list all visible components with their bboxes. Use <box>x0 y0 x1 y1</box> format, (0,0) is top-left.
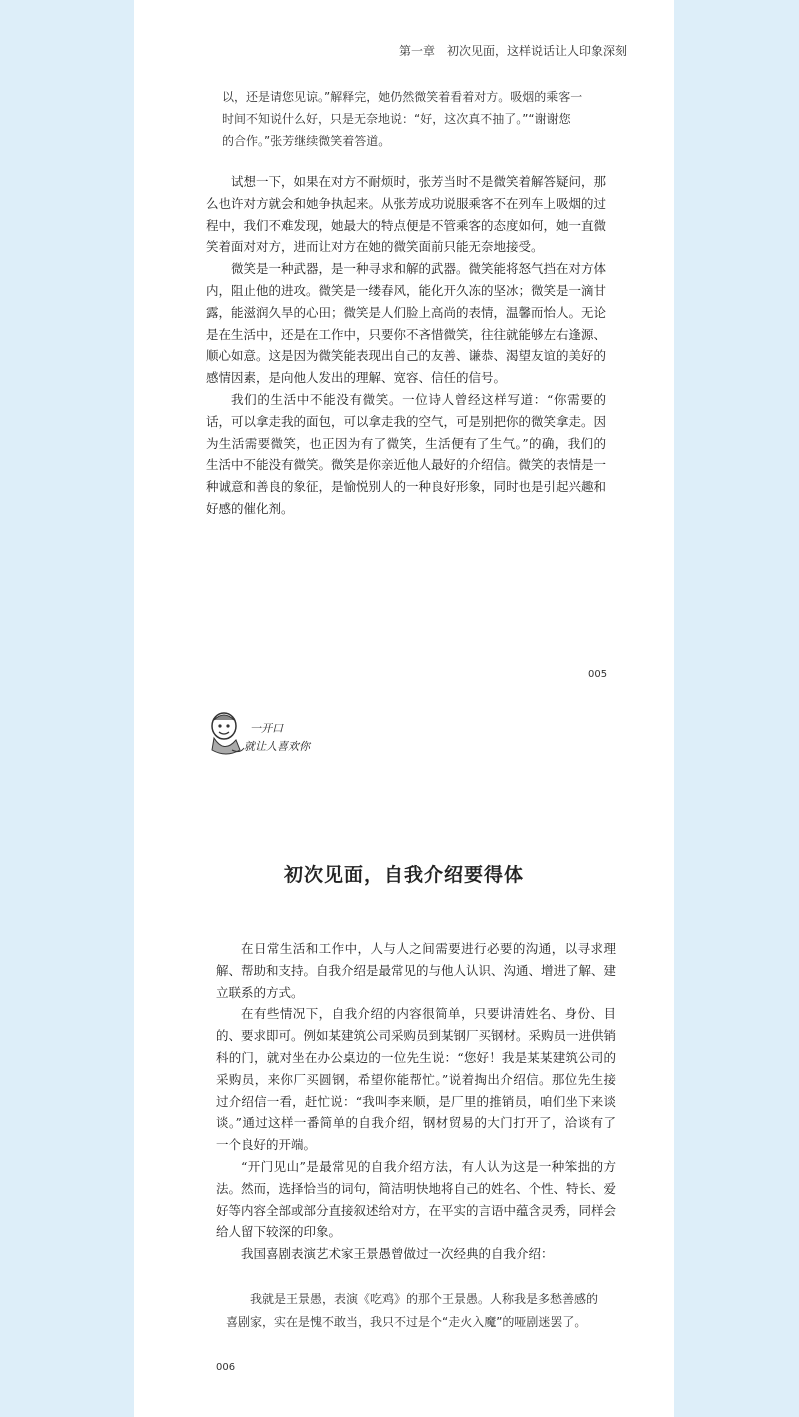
quote-line: 的合作。”张芳继续微笑着答道。 <box>222 134 391 148</box>
paragraph: 试想一下，如果在对方不耐烦时，张芳当时不是微笑着解答疑问，那么也许对方就会和她争执起来。从张芳成功说服乘客不在列车上吸烟的过程中，我们不难发现，她最大的特点便是不管乘客的态度如何，她一直微笑着面对对方，进而让对方在她的微笑面前只能无奈地接受。 <box>206 174 607 255</box>
quote-line: 我就是王景愚，表演《吃鸡》的那个王景愚。人称我是多愁善感的 <box>226 1292 599 1306</box>
book-page <box>134 0 674 1417</box>
section-title: 初次见面，自我介绍要得体 <box>283 864 524 886</box>
quote-bottom <box>226 1288 616 1334</box>
body-text-1 <box>206 171 606 520</box>
mascot-icon <box>206 710 246 756</box>
logo-line-2: 就让人喜欢你 <box>244 740 310 753</box>
logo-line-1: 一开口 <box>250 722 283 735</box>
chapter-header: 第一章 初次见面，这样说话让人印象深刻 <box>399 44 628 58</box>
paragraph: 我们的生活中不能没有微笑。一位诗人曾经这样写道：“你需要的话，可以拿走我的面包，可以拿走我的空气，可是别把你的微笑拿走。因为生活需要微笑，也正因为有了微笑，生活便有了生气。”的确，我们的生活中不能没有微笑。微笑是你亲近他人最好的介绍信。微笑的表情是一种诚意和善良的象征，是愉悦别人的一种良好形象，同时也是引起兴趣和好感的催化剂。 <box>206 391 607 516</box>
paragraph: 微笑是一种武器，是一种寻求和解的武器。微笑能将怒气挡在对方体内，阻止他的进攻。微笑是一缕春风，能化开久冻的坚冰；微笑是一滴甘露，能滋润久旱的心田；微笑是人们脸上高尚的表情，温馨而怡人。无论是在生活中，还是在工作中，只要你不吝惜微笑，往往就能够左右逢源、顺心如意。这是因为微笑能表现出自己的友善、谦恭、渴望友谊的美好的感情因素，是向他人发出的理解、宽容、信任的信号。 <box>206 261 607 386</box>
body-text-2 <box>216 938 616 1265</box>
page-number: 006 <box>216 1362 236 1373</box>
quote-line: 时间不知说什么好，只是无奈地说：“好，这次真不抽了。”“谢谢您 <box>222 112 571 126</box>
paragraph: 在有些情况下，自我介绍的内容很简单，只要讲清姓名、身份、目的、要求即可。例如某建筑公司采购员到某钢厂买钢材。采购员一进供销科的门，就对坐在办公桌边的一位先生说：“您好！我是某某建筑公司的采购员，来你厂买圆钢，希望你能帮忙。”说着掏出介绍信。那位先生接过介绍信一看，赶忙说：“我叫李来顺，是厂里的推销员，咱们坐下来谈谈。”通过这样一番简单的自我介绍，钢材贸易的大门打开了，洽谈有了一个良好的开端。 <box>216 1006 617 1153</box>
paragraph: 我国喜剧表演艺术家王景愚曾做过一次经典的自我介绍： <box>241 1246 554 1262</box>
book-logo <box>206 710 336 760</box>
paragraph: “开门见山”是最常见的自我介绍方法，有人认为这是一种笨拙的方法。然而，选择恰当的词句，简洁明快地将自己的姓名、个性、特长、爱好等内容全部或部分直接叙述给对方，在平实的言语中蕴含灵秀，同样会给人留下较深的印象。 <box>216 1158 617 1240</box>
quote-line: 喜剧家，实在是愧不敢当，我只不过是个“走火入魔”的哑剧迷罢了。 <box>226 1315 587 1329</box>
page-number: 005 <box>588 669 608 680</box>
paragraph: 在日常生活和工作中，人与人之间需要进行必要的沟通，以寻求理解、帮助和支持。自我介绍是最常见的与他人认识、沟通、增进了解、建立联系的方式。 <box>216 941 617 1000</box>
quote-top <box>222 86 602 152</box>
quote-line: 以，还是请您见谅。”解释完，她仍然微笑着看着对方。吸烟的乘客一 <box>222 90 583 104</box>
